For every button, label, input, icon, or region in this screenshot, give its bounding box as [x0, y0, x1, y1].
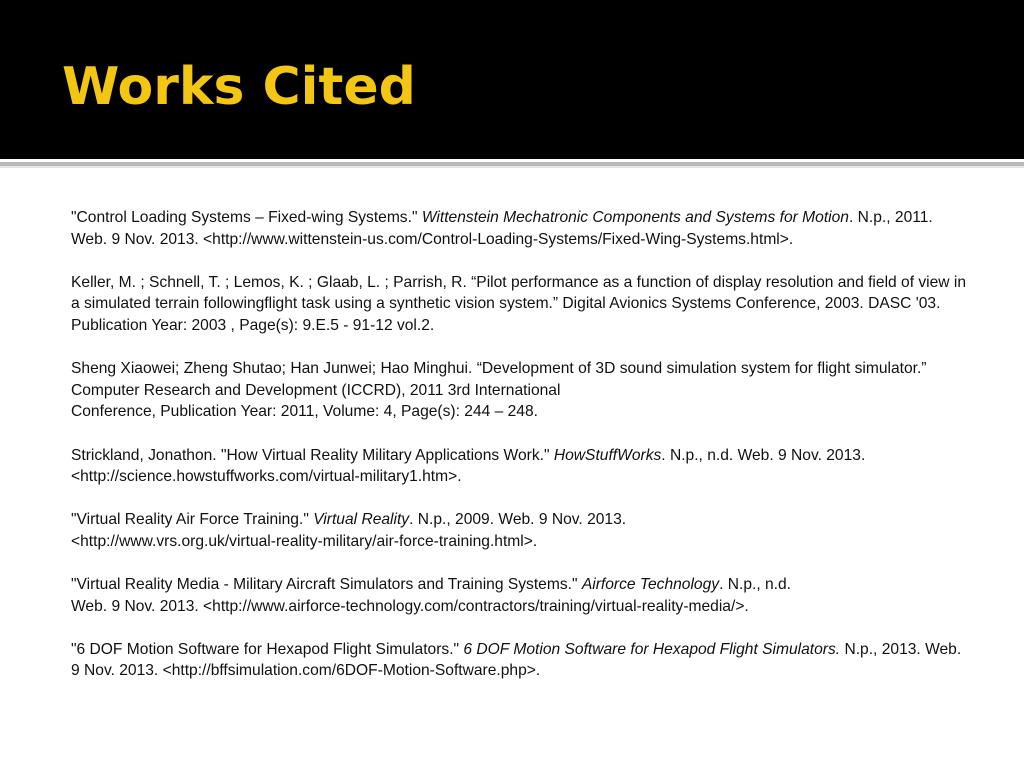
citation-entry	[71, 574, 971, 617]
citation-text: "Control Loading Systems – Fixed-wing Systems."	[71, 209, 422, 226]
citation-text: Strickland, Jonathon. "How Virtual Reality Military Applications Work."	[71, 446, 554, 464]
slide-title: Works Cited	[62, 57, 416, 117]
citation-details: . N.p., n.d.	[719, 576, 792, 594]
citation-text: "Virtual Reality Air Force Training."	[71, 511, 314, 529]
citation-details: . N.p., n.d. Web. 9 Nov. 2013. <http://science.howstuffworks.com/virtual-military1.htm>.	[71, 446, 866, 486]
citation-source-title: HowStuffWorks	[553, 446, 662, 464]
citation-details: Conference, Publication Year: 2011, Volume: 4, Page(s): 244 – 248.	[71, 403, 538, 421]
citation-details: . N.p., 2011. Web. 9 Nov. 2013. <http://www.wittenstein-us.com/Control-Loading-Systems/Fixed-Wing-Systems.html>.	[71, 209, 933, 248]
citation-url: Web. 9 Nov. 2013. <http://www.airforce-technology.com/contractors/training/virtual-reality-media/>.	[71, 597, 749, 615]
title-bar	[0, 0, 1024, 159]
citation-source-title: Virtual Reality	[313, 511, 410, 529]
citation-entry	[71, 272, 971, 337]
citation-source-title: 6 DOF Motion Software for Hexapod Flight Simulators.	[463, 640, 841, 658]
citation-text: Sheng Xiaowei; Zheng Shutao; Han Junwei; Hao Minghui. “Development of 3D sound simulation system for flight simulator.” Computer Research and Development (ICCRD), 2011 3rd International	[71, 360, 927, 399]
citation-text: Keller, M. ; Schnell, T. ; Lemos, K. ; Glaab, L. ; Parrish, R. “Pilot performance as a function of display resolution and field of view in a simulated terrain followingflight task using a synthetic vision system.” Digital Avionics Systems Conference, 2003. DASC '03. Publication Year: 2003 , Page(s): 9.E.5 - 91-12 vol.2.	[71, 273, 967, 334]
citation-url: <http://www.vrs.org.uk/virtual-reality-military/air-force-training.html>.	[71, 532, 538, 550]
citation-text: "Virtual Reality Media - Military Aircraft Simulators and Training Systems."	[71, 576, 582, 594]
title-divider-shadow	[0, 166, 1024, 168]
citation-entry	[71, 358, 971, 423]
citation-entry	[71, 207, 971, 250]
citation-entry	[71, 639, 971, 682]
citation-source-title: Wittenstein Mechatronic Components and Systems for Motion	[421, 209, 849, 226]
citation-details: . N.p., 2009. Web. 9 Nov. 2013.	[409, 511, 627, 529]
citation-entry	[71, 445, 971, 488]
citation-details: N.p., 2013. Web. 9 Nov. 2013. <http://bffsimulation.com/6DOF-Motion-Software.php>.	[71, 640, 962, 680]
citation-source-title: Airforce Technology	[581, 576, 720, 594]
citation-entry	[71, 509, 971, 552]
citations-list	[71, 207, 971, 682]
citation-text: "6 DOF Motion Software for Hexapod Flight Simulators."	[71, 640, 464, 658]
